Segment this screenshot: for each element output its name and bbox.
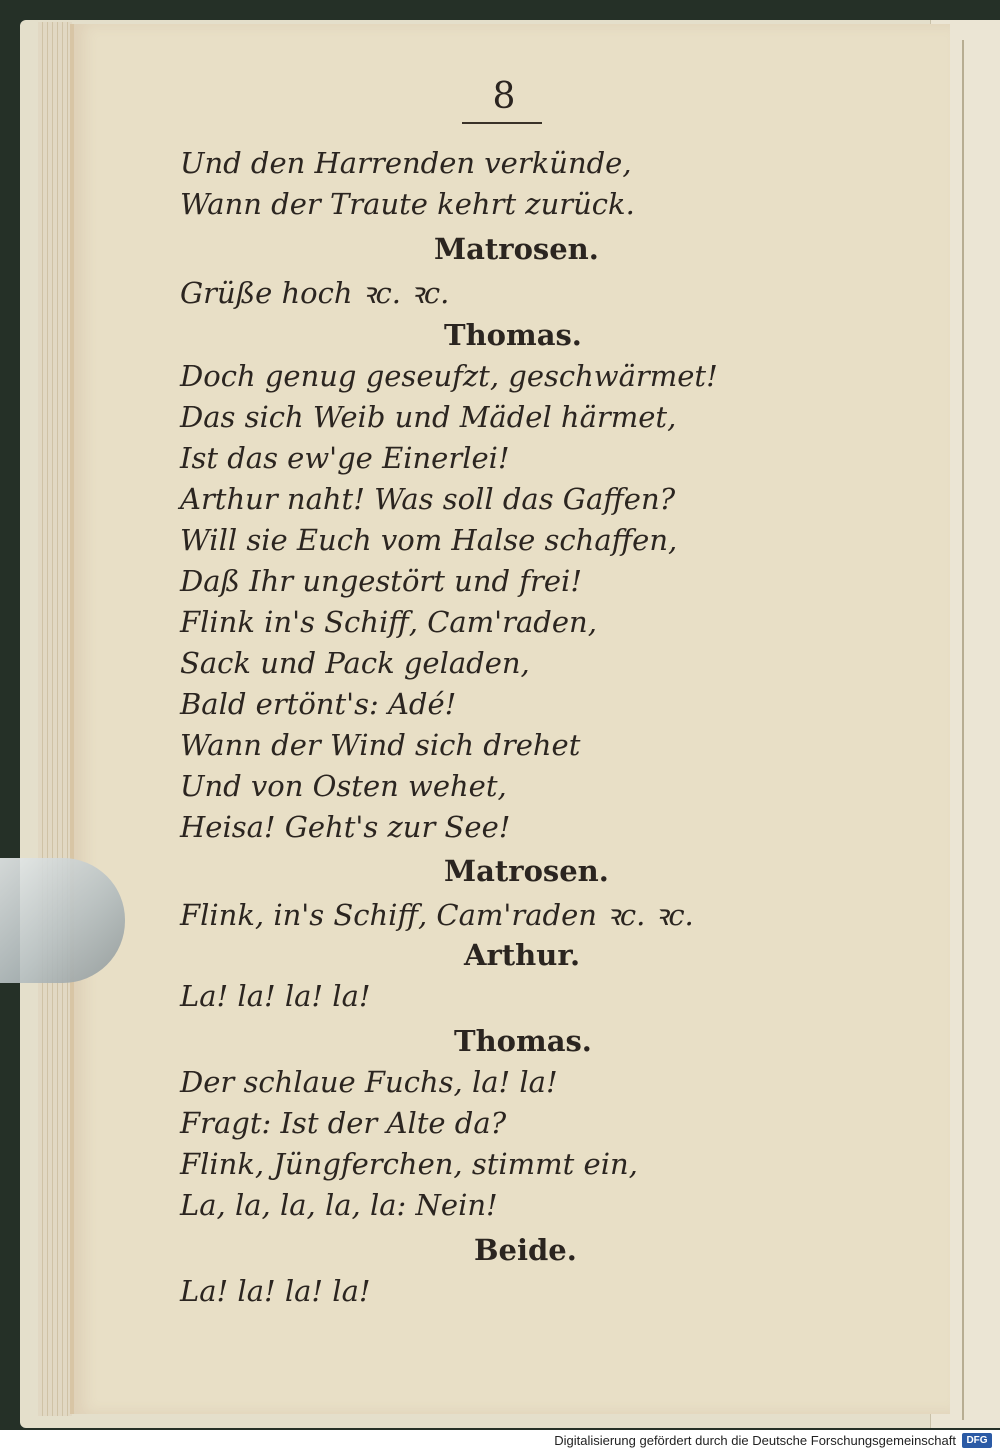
verse-line: Fragt: Ist der Alte da? xyxy=(180,1106,507,1140)
verse-line: Arthur naht! Was soll das Gaffen? xyxy=(180,482,676,516)
verse-line: La! la! la! la! xyxy=(180,1274,371,1308)
dfg-logo: DFG xyxy=(962,1433,992,1448)
verse-line: Das sich Weib und Mädel härmet, xyxy=(180,400,677,434)
verse-line: Wann der Wind sich drehet xyxy=(180,728,581,762)
page-clip xyxy=(0,858,125,983)
verse-line: Flink, in's Schiff, Cam'raden ꝛc. ꝛc. xyxy=(180,898,694,932)
verse-line: Sack und Pack geladen, xyxy=(180,646,530,680)
speaker-name: Arthur. xyxy=(464,938,581,972)
verse-line: Grüße hoch ꝛc. ꝛc. xyxy=(180,276,450,310)
page-edges xyxy=(38,22,72,1416)
verse-line: Heisa! Geht's zur See! xyxy=(180,810,511,844)
verse-line: Flink in's Schiff, Cam'raden, xyxy=(180,605,597,639)
verse-line: Und von Osten wehet, xyxy=(180,769,507,803)
verse-line: Wann der Traute kehrt zurück. xyxy=(180,187,635,221)
speaker-name: Thomas. xyxy=(454,1024,592,1058)
verse-line: Ist das ew'ge Einerlei! xyxy=(180,441,510,475)
verse-line: La! la! la! la! xyxy=(180,979,371,1013)
verse-line: Und den Harrenden verkünde, xyxy=(180,146,632,180)
book-page xyxy=(70,24,950,1414)
verse-line: Flink, Jüngferchen, stimmt ein, xyxy=(180,1147,638,1181)
page-text xyxy=(74,24,950,1414)
verse-line: Der schlaue Fuchs, la! la! xyxy=(180,1065,558,1099)
binding-thread xyxy=(962,40,974,1420)
speaker-name: Beide. xyxy=(474,1233,577,1267)
attribution-footer xyxy=(0,1430,1000,1452)
verse-line: Will sie Euch vom Halse schaffen, xyxy=(180,523,678,557)
speaker-name: Matrosen. xyxy=(444,854,609,888)
funding-note: Digitalisierung gefördert durch die Deutsche Forschungsgemeinschaft xyxy=(554,1433,956,1448)
verse-line: La, la, la, la, la: Nein! xyxy=(180,1188,498,1222)
verse-line: Daß Ihr ungestört und frei! xyxy=(180,564,582,598)
speaker-name: Matrosen. xyxy=(434,232,599,266)
page-number: 8 xyxy=(492,76,516,117)
verse-line: Doch genug geseufzt, geschwärmet! xyxy=(180,359,718,393)
verse-line: Bald ertönt's: Adé! xyxy=(180,687,457,721)
speaker-name: Thomas. xyxy=(444,318,582,352)
